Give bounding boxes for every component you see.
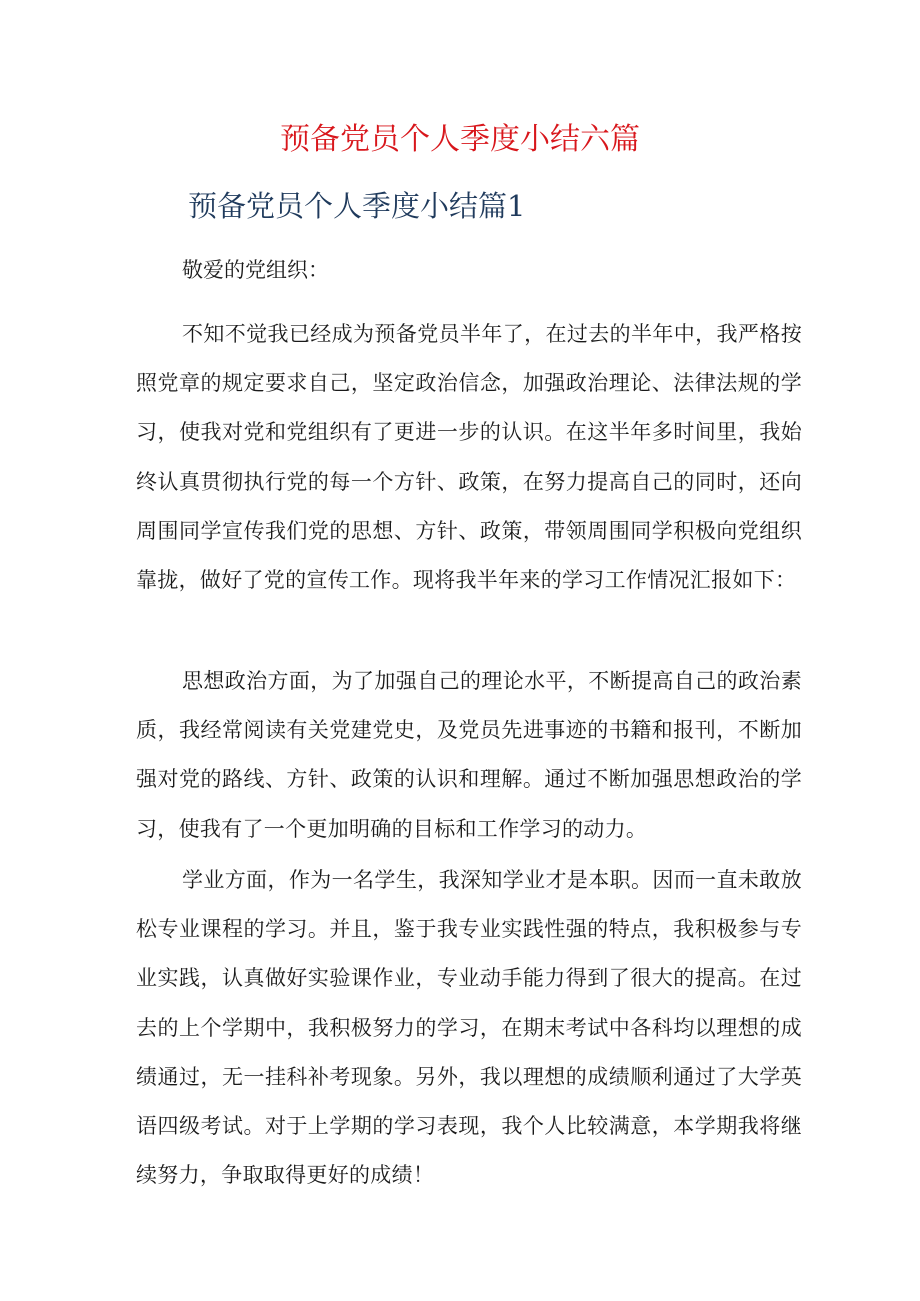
paragraph-intro: 不知不觉我已经成为预备党员半年了，在过去的半年中，我严格按照党章的规定要求自己，坚定政治信念，加强政治理论、法律法规的学习，使我对党和党组织有了更进一步的认识。在这半年多时间里，我始终认真贯彻执行党的每一个方针、政策，在努力提高自己的同时，还向周围同学宣传我们党的思想、方针、政策，带领周围同学积极向党组织靠拢，做好了党的宣传工作。现将我半年来的学习工作情况汇报如下： [136,322,802,593]
salutation: 敬爱的党组织： [182,258,329,282]
section-heading: 预备党员个人季度小结篇1 [188,189,526,223]
document-title: 预备党员个人季度小结六篇 [280,122,640,157]
paragraph-political: 思想政治方面，为了加强自己的理论水平，不断提高自己的政治素质，我经常阅读有关党建党史，及党员先进事迹的书籍和报刊，不断加强对党的路线、方针、政策的认识和理解。通过不断加强思想政治的学习，使我有了一个更加明确的目标和工作学习的动力。 [136,669,802,841]
paragraph-academic: 学业方面，作为一名学生，我深知学业才是本职。因而一直未敢放松专业课程的学习。并且，鉴于我专业实践性强的特点，我积极参与专业实践，认真做好实验课作业，专业动手能力得到了很大的提高。在过去的上个学期中，我积极努力的学习，在期末考试中各科均以理想的成绩通过，无一挂科补考现象。另外，我以理想的成绩顺利通过了大学英语四级考试。对于上学期的学习表现，我个人比较满意，本学期我将继续努力，争取取得更好的成绩！ [136,868,802,1188]
